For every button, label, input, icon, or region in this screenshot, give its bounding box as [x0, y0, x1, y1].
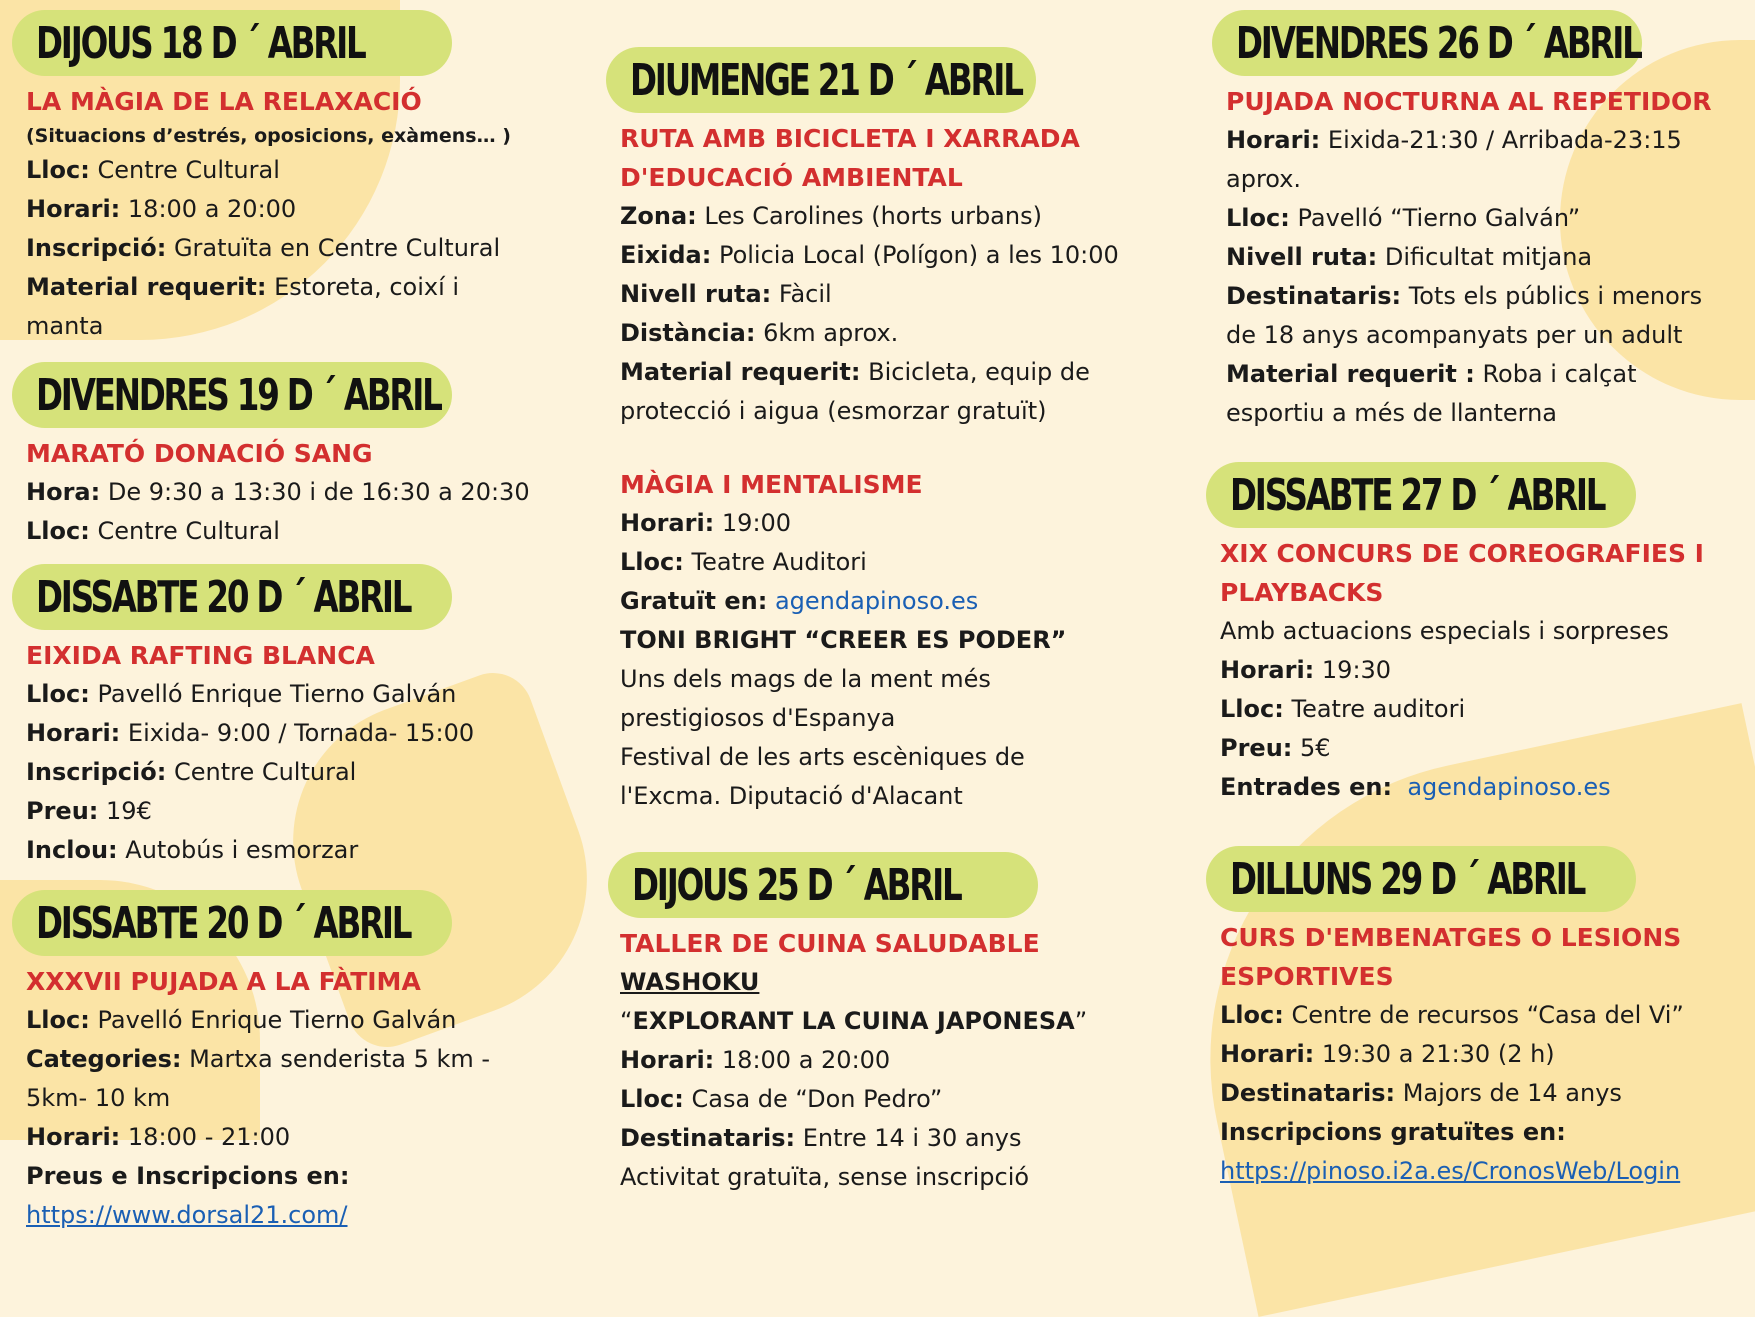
cronosweb-link[interactable]: https://pinoso.i2a.es/CronosWeb/Login	[1220, 1157, 1681, 1185]
value: Autobús i esmorzar	[125, 836, 359, 864]
label: Preu:	[1220, 734, 1293, 762]
date-heading: DISSABTE 20 D ´ ABRIL	[36, 571, 411, 623]
label: Gratuït en:	[620, 587, 768, 615]
label: Lloc:	[620, 548, 684, 576]
value: 5€	[1300, 734, 1331, 762]
event-title: XIX CONCURS DE COREOGRAFIES I	[1220, 539, 1704, 568]
value: Les Carolines (horts urbans)	[704, 202, 1042, 230]
date-heading: DIVENDRES 26 D ´ ABRIL	[1236, 17, 1641, 69]
value: Majors de 14 anys	[1402, 1079, 1622, 1107]
label: Destinataris:	[1220, 1079, 1396, 1107]
performer-title: TONI BRIGHT “CREER ES PODER”	[620, 626, 1067, 654]
value: 18:00 a 20:00	[721, 1046, 891, 1074]
label: Nivell ruta:	[1226, 243, 1378, 271]
quote-open: “	[620, 1007, 633, 1035]
agendapinoso-link[interactable]: agendapinoso.es	[774, 587, 979, 615]
date-pill	[12, 564, 452, 630]
value: Centre de recursos “Casa del Vi”	[1291, 1001, 1684, 1029]
value: 18:00 a 20:00	[127, 195, 297, 223]
value: Fàcil	[778, 280, 832, 308]
event-title-continued: ESPORTIVES	[1220, 962, 1394, 991]
event-title: TALLER DE CUINA SALUDABLE	[620, 929, 1040, 958]
value: Centre Cultural	[173, 758, 357, 786]
label: Destinataris:	[1226, 282, 1402, 310]
date-pill	[606, 47, 1036, 113]
value: 6km aprox.	[763, 319, 899, 347]
value-continued: aprox.	[1226, 165, 1302, 193]
date-heading: DILLUNS 29 D ´ ABRIL	[1230, 853, 1585, 905]
explorant-text: EXPLORANT LA CUINA JAPONESA	[632, 1007, 1075, 1035]
label: Inscripcions gratuïtes en:	[1220, 1118, 1566, 1146]
label: Destinataris:	[620, 1124, 796, 1152]
value: Martxa senderista 5 km -	[189, 1045, 491, 1073]
label: Lloc:	[620, 1085, 684, 1113]
label: Horari:	[26, 1123, 121, 1151]
event-title-continued: D'EDUCACIÓ AMBIENTAL	[620, 163, 963, 192]
value: De 9:30 a 13:30 i de 16:30 a 20:30	[107, 478, 530, 506]
value: Policia Local (Polígon) a les 10:00	[718, 241, 1119, 269]
label: Lloc:	[26, 517, 90, 545]
label: Hora:	[26, 478, 101, 506]
label: Preus e Inscripcions en:	[26, 1162, 350, 1190]
value: Centre Cultural	[97, 156, 280, 184]
value: Teatre Auditori	[691, 548, 867, 576]
washoku-subtitle: WASHOKU	[620, 968, 760, 996]
label: Horari:	[1226, 126, 1321, 154]
date-heading: DISSABTE 20 D ´ ABRIL	[36, 897, 411, 949]
date-pill	[608, 852, 1038, 918]
label: Lloc:	[26, 156, 90, 184]
description: Uns dels mags de la ment més	[620, 665, 991, 693]
label: Inscripció:	[26, 758, 167, 786]
date-pill	[12, 362, 452, 428]
value-continued: manta	[26, 312, 104, 340]
value: Entre 14 i 30 anys	[802, 1124, 1022, 1152]
date-heading: DIVENDRES 19 D ´ ABRIL	[36, 369, 441, 421]
label: Distància:	[620, 319, 756, 347]
event-title-magia: MÀGIA I MENTALISME	[620, 470, 923, 499]
value: 19€	[106, 797, 152, 825]
date-heading: DIJOUS 25 D ´ ABRIL	[632, 859, 961, 911]
label: Lloc:	[1220, 1001, 1284, 1029]
value: Pavelló Enrique Tierno Galván	[97, 680, 457, 708]
label: Horari:	[1220, 1040, 1315, 1068]
label: Inclou:	[26, 836, 118, 864]
quote-close: ”	[1074, 1007, 1088, 1035]
label: Material requerit:	[26, 273, 267, 301]
event-title-continued: PLAYBACKS	[1220, 578, 1384, 607]
date-pill	[1212, 10, 1642, 76]
value: 19:30	[1321, 656, 1392, 684]
event-title: RUTA AMB BICICLETA I XARRADA	[620, 124, 1080, 153]
value-continued: protecció i aigua (esmorzar gratuït)	[620, 397, 1047, 425]
agendapinoso-link[interactable]: agendapinoso.es	[1407, 773, 1611, 801]
date-heading: DIJOUS 18 D ´ ABRIL	[36, 17, 365, 69]
description: prestigiosos d'Espanya	[620, 704, 896, 732]
label: Entrades en:	[1220, 773, 1393, 801]
label: Material requerit:	[620, 358, 861, 386]
value: Casa de “Don Pedro”	[691, 1085, 943, 1113]
event-title: MARATÓ DONACIÓ SANG	[26, 439, 373, 468]
date-pill	[12, 10, 452, 76]
label: Horari:	[26, 719, 121, 747]
event-title: LA MÀGIA DE LA RELAXACIÓ	[26, 87, 422, 116]
label: Categories:	[26, 1045, 182, 1073]
date-heading: DIUMENGE 21 D ´ ABRIL	[630, 54, 1022, 106]
label: Horari:	[620, 509, 715, 537]
value-continued: esportiu a més de llanterna	[1226, 399, 1558, 427]
date-heading: DISSABTE 27 D ´ ABRIL	[1230, 469, 1605, 521]
label: Lloc:	[1226, 204, 1290, 232]
value: Teatre auditori	[1291, 695, 1466, 723]
label: Horari:	[1220, 656, 1315, 684]
event-title: PUJADA NOCTURNA AL REPETIDOR	[1226, 87, 1712, 116]
label: Horari:	[26, 195, 121, 223]
date-pill	[1206, 846, 1636, 912]
value: Roba i calçat	[1474, 360, 1637, 388]
value: Pavelló “Tierno Galván”	[1297, 204, 1581, 232]
value: 19:00	[721, 509, 792, 537]
event-subtitle: (Situacions d’estrés, oposicions, exàmens… )	[26, 125, 511, 147]
label: Lloc:	[26, 680, 90, 708]
label: Nivell ruta:	[620, 280, 772, 308]
value: Estoreta, coixí i	[274, 273, 460, 301]
value: Bicicleta, equip de	[868, 358, 1090, 386]
description: Amb actuacions especials i sorpreses	[1220, 617, 1669, 645]
event-title: XXXVII PUJADA A LA FÀTIMA	[26, 967, 421, 996]
explorant-subtitle	[620, 1002, 1180, 1041]
label: Inscripció:	[26, 234, 167, 262]
value: Tots els públics i menors	[1401, 282, 1703, 310]
value: Eixida- 9:00 / Tornada- 15:00	[127, 719, 475, 747]
value: Pavelló Enrique Tierno Galván	[97, 1006, 457, 1034]
description: l'Excma. Diputació d'Alacant	[620, 782, 963, 810]
value: 19:30 a 21:30 (2 h)	[1321, 1040, 1555, 1068]
event-title: EIXIDA RAFTING BLANCA	[26, 641, 375, 670]
value-continued: de 18 anys acompanyats per un adult	[1226, 321, 1683, 349]
label: Preu:	[26, 797, 99, 825]
value: Eixida-21:30 / Arribada-23:15	[1327, 126, 1682, 154]
dorsal21-link[interactable]: https://www.dorsal21.com/	[26, 1201, 348, 1229]
value-continued: 5km- 10 km	[26, 1084, 171, 1112]
value: 18:00 - 21:00	[127, 1123, 291, 1151]
label: Lloc:	[26, 1006, 90, 1034]
label: Zona:	[620, 202, 697, 230]
label: Eixida:	[620, 241, 712, 269]
label: Lloc:	[1220, 695, 1284, 723]
description: Festival de les arts escèniques de	[620, 743, 1025, 771]
value: Centre Cultural	[97, 517, 280, 545]
note: Activitat gratuïta, sense inscripció	[620, 1163, 1030, 1191]
value: Dificultat mitjana	[1384, 243, 1593, 271]
label: Material requerit :	[1226, 360, 1475, 388]
event-title: CURS D'EMBENATGES O LESIONS	[1220, 923, 1682, 952]
date-pill	[12, 890, 452, 956]
date-pill	[1206, 462, 1636, 528]
label: Horari:	[620, 1046, 715, 1074]
value: Gratuïta en Centre Cultural	[173, 234, 501, 262]
